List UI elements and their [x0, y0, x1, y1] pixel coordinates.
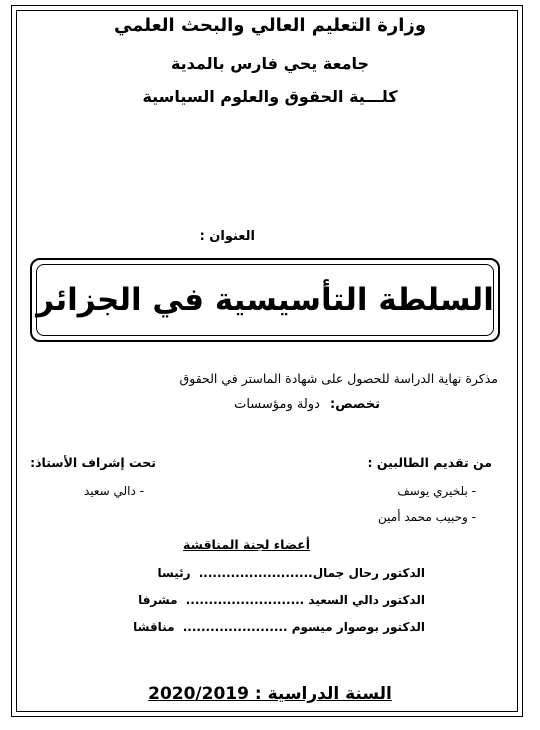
thesis-title: السلطة التأسيسية في الجزائر [36, 282, 494, 318]
member-role: مناقشا [133, 620, 175, 634]
member-role: رئيسا [157, 566, 191, 580]
ministry-heading: وزارة التعليم العالي والبحث العلمي [113, 15, 427, 36]
specialty-label: تخصص: [330, 397, 380, 412]
member-name: الدكتور رحال جمال......................... [198, 566, 425, 580]
faculty-heading: كلـــية الحقوق والعلوم السياسية [142, 87, 398, 106]
committee-member-2 [138, 593, 425, 607]
title-label: العنوان : [199, 229, 255, 244]
memo-text: مذكرة نهاية الدراسة للحصول على شهادة الماستر في الحقوق [179, 371, 498, 386]
students-label: من تقديم الطالبين : [367, 455, 492, 470]
supervisor-name: - دالي سعيد [83, 484, 144, 498]
member-role: مشرفا [138, 593, 178, 607]
supervisor-label: تحت إشراف الأستاذ: [30, 455, 156, 470]
academic-year: السنة الدراسية : 2020/2019 [148, 684, 392, 704]
committee-member-1 [158, 566, 425, 580]
member-name: الدكتور بوصوار ميسوم ....................... [182, 620, 425, 634]
committee-member-3 [133, 620, 425, 634]
university-heading: جامعة يحي فارس بالمدية [170, 54, 370, 73]
member-name: الدكتور دالي السعيد .......................... [185, 593, 425, 607]
student-name-1: - بلخيري يوسف [397, 484, 476, 498]
committee-label: أعضاء لجنة المناقشة [183, 537, 310, 552]
specialty-line [234, 397, 380, 412]
specialty-value: دولة ومؤسسات [234, 397, 320, 412]
student-name-2: - وحبيب محمد أمين [378, 510, 476, 524]
